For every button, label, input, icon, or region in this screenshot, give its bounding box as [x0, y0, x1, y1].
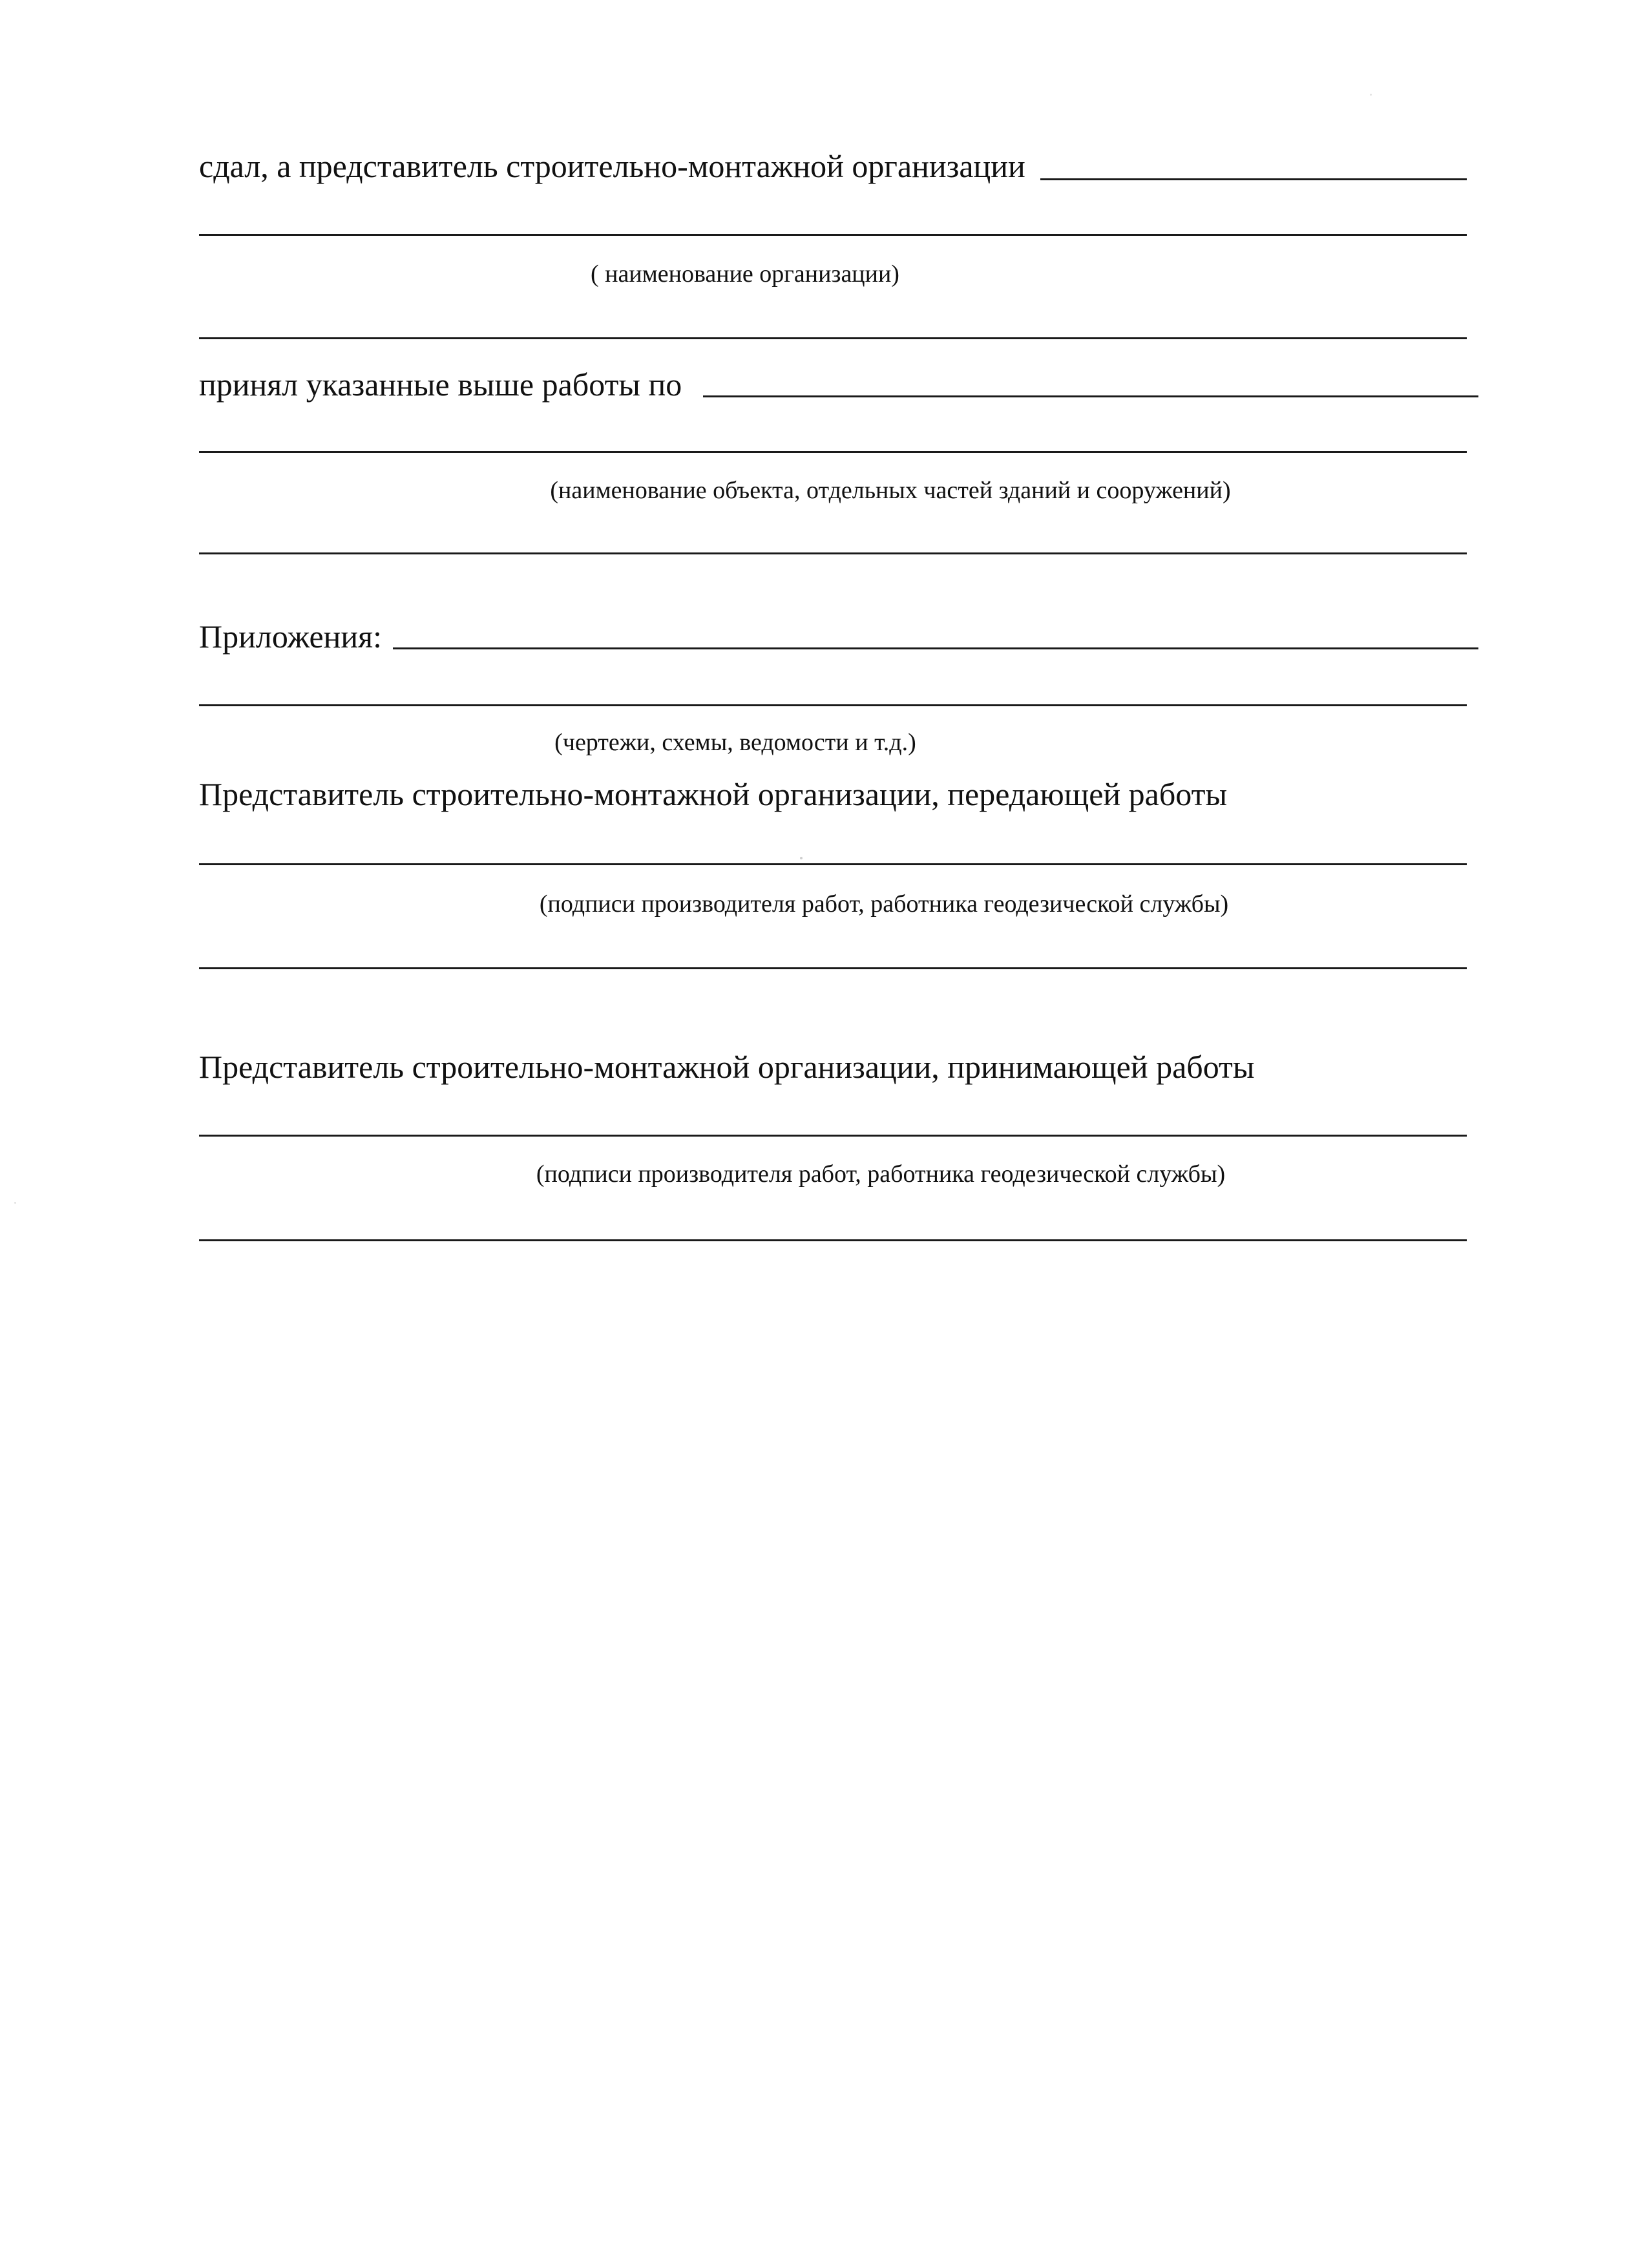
signature-line-accepting-2[interactable]	[199, 1239, 1467, 1241]
appendices-fill-line[interactable]	[393, 647, 1478, 649]
appendices-label: Приложения:	[199, 618, 383, 655]
works-object-fill-line-3[interactable]	[199, 552, 1467, 554]
organization-fill-line[interactable]	[1040, 178, 1467, 180]
works-object-fill-line[interactable]	[703, 395, 1478, 397]
caption-organization-name: ( наименование организации)	[591, 260, 899, 288]
accepted-works-text: принял указанные выше работы по	[199, 366, 682, 403]
caption-appendices: (чертежи, схемы, ведомости и т.д.)	[554, 729, 916, 756]
caption-object-name: (наименование объекта, отдельных частей зданий и сооружений)	[550, 477, 1231, 504]
caption-signatures-transferring: (подписи производителя работ, работника геодезической службы)	[539, 890, 1229, 918]
rep-accepting-text: Представитель строительно-монтажной организации, принимающей работы	[199, 1049, 1255, 1085]
organization-fill-line-2[interactable]	[199, 234, 1467, 236]
scan-speck	[1370, 94, 1372, 96]
scan-speck	[14, 1202, 16, 1204]
caption-signatures-accepting: (подписи производителя работ, работника геодезической службы)	[536, 1160, 1226, 1188]
handed-over-text: сдал, а представитель строительно-монтажной организации	[199, 148, 1025, 184]
signature-line-transferring[interactable]	[199, 863, 1467, 865]
signature-line-accepting[interactable]	[199, 1135, 1467, 1137]
organization-fill-line-3[interactable]	[199, 337, 1467, 339]
works-object-fill-line-2[interactable]	[199, 451, 1467, 453]
signature-line-transferring-2[interactable]	[199, 967, 1467, 969]
scan-speck	[800, 857, 803, 859]
rep-transferring-text: Представитель строительно-монтажной организации, передающей работы	[199, 776, 1228, 812]
appendices-fill-line-2[interactable]	[199, 704, 1467, 706]
